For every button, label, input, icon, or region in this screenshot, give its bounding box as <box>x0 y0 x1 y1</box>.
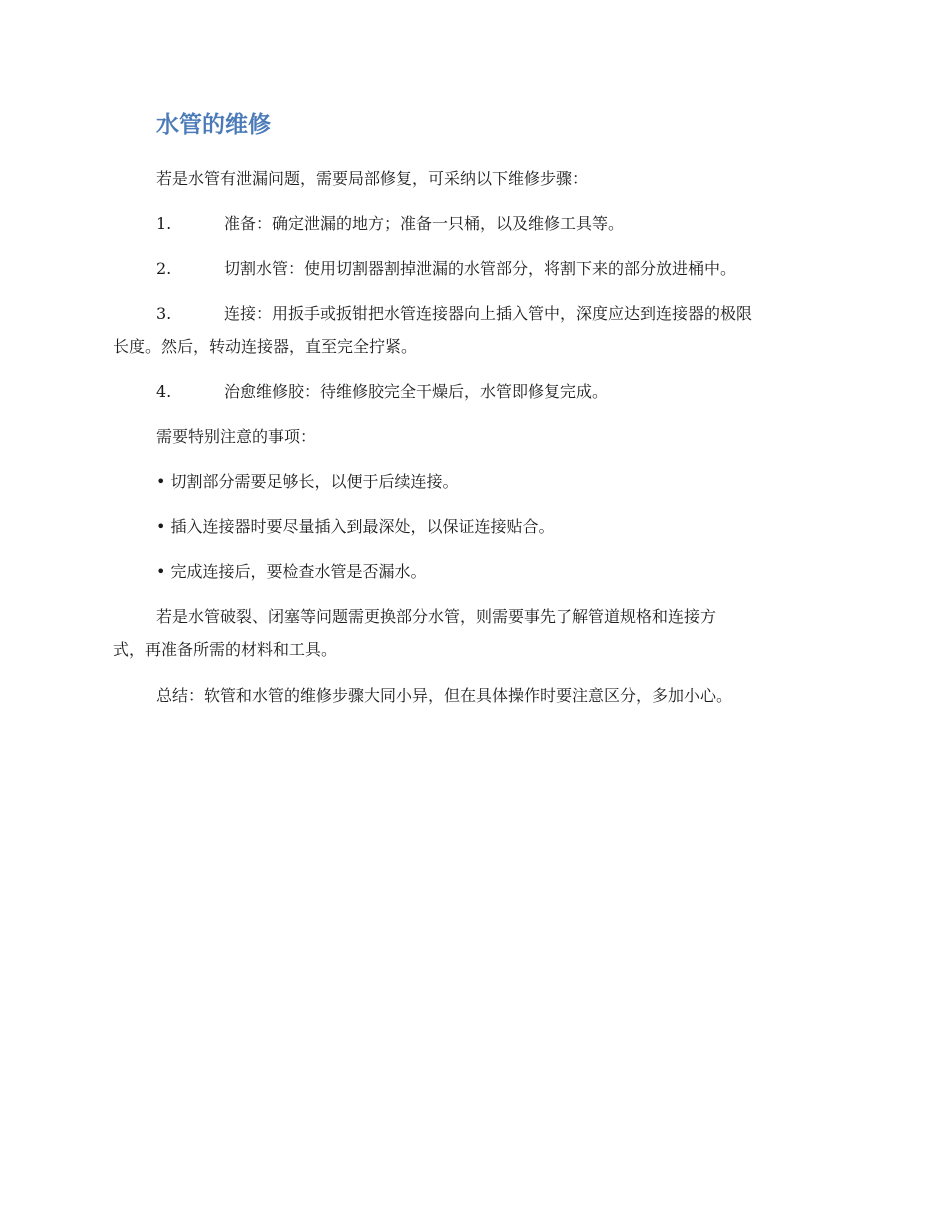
step-text: 准备：确定泄漏的地方；准备一只桶，以及维修工具等。 <box>224 214 625 233</box>
step-item-4 <box>113 375 883 409</box>
replacement-paragraph-line2: 式，再准备所需的材料和工具。 <box>113 640 338 659</box>
note-item-1: • 切割部分需要足够长，以便于后续连接。 <box>156 472 459 491</box>
step-item-1 <box>113 207 883 241</box>
step-item-2 <box>113 252 883 286</box>
step-number: 2. <box>156 259 172 278</box>
note-item-2: • 插入连接器时要尽量插入到最深处，以保证连接贴合。 <box>156 517 555 536</box>
step-number: 1. <box>156 214 172 233</box>
step-item-3-continuation: 长度。然后，转动连接器，直至完全拧紧。 <box>113 337 418 356</box>
step-item-3 <box>113 297 883 331</box>
replacement-paragraph-line1: 若是水管破裂、闭塞等问题需更换部分水管，则需要事先了解管道规格和连接方 <box>156 607 717 626</box>
step-number: 4. <box>156 382 172 401</box>
summary-paragraph: 总结：软管和水管的维修步骤大同小异，但在具体操作时要注意区分，多加小心。 <box>156 686 733 705</box>
step-text: 连接：用扳手或扳钳把水管连接器向上插入管中，深度应达到连接器的极限 <box>224 304 753 323</box>
step-text: 切割水管：使用切割器割掉泄漏的水管部分，将割下来的部分放进桶中。 <box>224 259 737 278</box>
step-text: 治愈维修胶：待维修胶完全干燥后，水管即修复完成。 <box>224 382 609 401</box>
note-item-3: • 完成连接后，要检查水管是否漏水。 <box>156 562 427 581</box>
intro-paragraph: 若是水管有泄漏问题，需要局部修复，可采纳以下维修步骤： <box>156 169 589 188</box>
step-number: 3. <box>156 304 172 323</box>
page-title: 水管的维修 <box>156 112 271 138</box>
notes-heading: 需要特别注意的事项： <box>156 427 317 446</box>
